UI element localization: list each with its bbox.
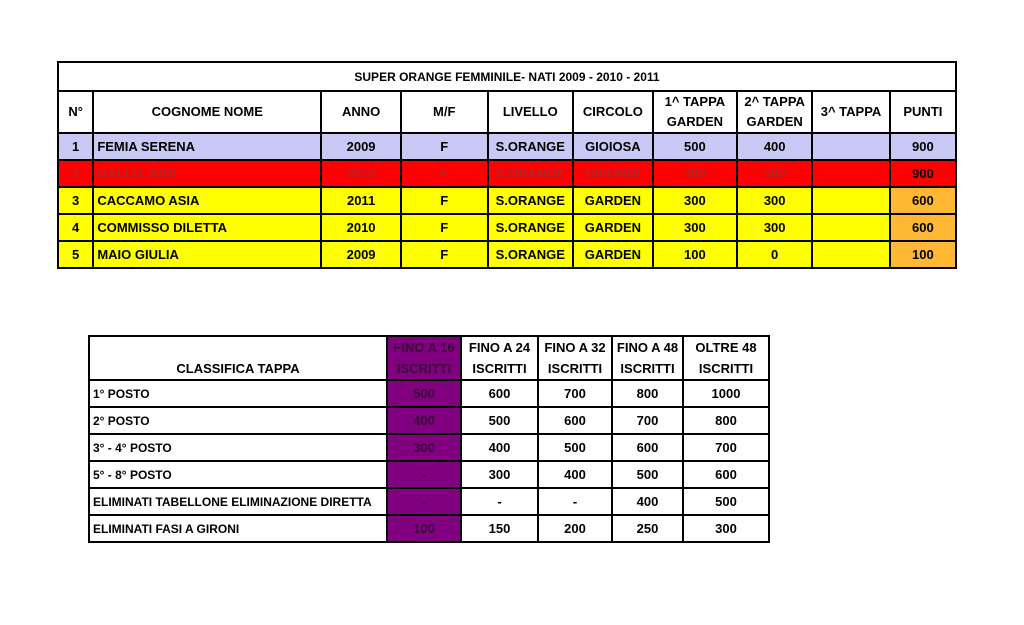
- cell-mf: F: [401, 214, 488, 241]
- cell-mf: F: [401, 187, 488, 214]
- cell-value: 150: [461, 515, 538, 542]
- table-row: [58, 241, 956, 268]
- cell-value: 800: [683, 407, 769, 434]
- cell-tappa-2: 0: [737, 241, 812, 268]
- cell-mf: F: [401, 241, 488, 268]
- cell-value: 500: [612, 461, 683, 488]
- row-label: 2° POSTO: [89, 407, 387, 434]
- cell-value: 600: [612, 434, 683, 461]
- cell-name: COMMISSO DILETTA: [93, 214, 321, 241]
- cell-tappa-2: 500: [737, 160, 812, 187]
- header-anno: ANNO: [321, 91, 401, 133]
- cell-tappa-3: [812, 133, 889, 160]
- cell-tappa-3: [812, 214, 889, 241]
- cell-n: 3: [58, 187, 93, 214]
- cell-value: 700: [538, 380, 612, 407]
- table-row: [89, 488, 769, 515]
- cell-circolo: BIVONGI: [573, 160, 653, 187]
- points-table: [88, 335, 770, 543]
- cell-value: 600: [538, 407, 612, 434]
- cell-n: 5: [58, 241, 93, 268]
- cell-tappa-3: [812, 160, 889, 187]
- cell-value: 300: [387, 434, 461, 461]
- cell-value: 500: [387, 380, 461, 407]
- cell-value: 400: [538, 461, 612, 488]
- header-tappa-1: 1^ TAPPA GARDEN: [653, 91, 737, 133]
- cell-livello: S.ORANGE: [488, 160, 573, 187]
- cell-punti: 100: [890, 241, 956, 268]
- cell-livello: S.ORANGE: [488, 241, 573, 268]
- points-header-row: [89, 336, 769, 380]
- cell-tappa-3: [812, 241, 889, 268]
- cell-name: CACCAMO ASIA: [93, 187, 321, 214]
- cell-value: 1000: [683, 380, 769, 407]
- header-fino-48: FINO A 48 ISCRITTI: [612, 336, 683, 380]
- cell-value: 600: [683, 461, 769, 488]
- row-label: 3° - 4° POSTO: [89, 434, 387, 461]
- cell-tappa-2: 300: [737, 187, 812, 214]
- cell-circolo: GARDEN: [573, 214, 653, 241]
- header-n: N°: [58, 91, 93, 133]
- row-label: 1° POSTO: [89, 380, 387, 407]
- table-row: [89, 407, 769, 434]
- cell-value: -: [387, 488, 461, 515]
- ranking-table: [57, 61, 957, 269]
- cell-value: 700: [683, 434, 769, 461]
- cell-livello: S.ORANGE: [488, 214, 573, 241]
- cell-value: 500: [683, 488, 769, 515]
- table-row: [58, 187, 956, 214]
- table-row: [89, 434, 769, 461]
- cell-n: 2: [58, 160, 93, 187]
- cell-tappa-2: 300: [737, 214, 812, 241]
- table-row: [58, 133, 956, 160]
- header-tappa-3: 3^ TAPPA: [812, 91, 889, 133]
- cell-name: FEMIA SERENA: [93, 133, 321, 160]
- header-mf: M/F: [401, 91, 488, 133]
- cell-value: 500: [538, 434, 612, 461]
- cell-punti: 600: [890, 214, 956, 241]
- cell-value: 400: [612, 488, 683, 515]
- cell-value: -: [387, 461, 461, 488]
- cell-name: GALLO JUDI: [93, 160, 321, 187]
- cell-tappa-1: 400: [653, 160, 737, 187]
- points-title: CLASSIFICA TAPPA: [89, 336, 387, 380]
- cell-anno: 2009: [321, 133, 401, 160]
- cell-value: 800: [612, 380, 683, 407]
- cell-value: 300: [683, 515, 769, 542]
- row-label: ELIMINATI TABELLONE ELIMINAZIONE DIRETTA: [89, 488, 387, 515]
- ranking-header-row: [58, 91, 956, 133]
- header-livello: LIVELLO: [488, 91, 573, 133]
- cell-value: 250: [612, 515, 683, 542]
- cell-value: 500: [461, 407, 538, 434]
- cell-tappa-1: 100: [653, 241, 737, 268]
- cell-tappa-1: 500: [653, 133, 737, 160]
- cell-anno: 2009: [321, 241, 401, 268]
- cell-livello: S.ORANGE: [488, 187, 573, 214]
- cell-circolo: GARDEN: [573, 187, 653, 214]
- cell-name: MAIO GIULIA: [93, 241, 321, 268]
- table-row: [58, 160, 956, 187]
- cell-punti: 600: [890, 187, 956, 214]
- cell-mf: F: [401, 160, 488, 187]
- cell-anno: 2010: [321, 160, 401, 187]
- cell-punti: 900: [890, 133, 956, 160]
- header-circolo: CIRCOLO: [573, 91, 653, 133]
- cell-livello: S.ORANGE: [488, 133, 573, 160]
- table-row: [58, 214, 956, 241]
- header-fino-24: FINO A 24 ISCRITTI: [461, 336, 538, 380]
- cell-anno: 2011: [321, 187, 401, 214]
- cell-value: -: [538, 488, 612, 515]
- cell-anno: 2010: [321, 214, 401, 241]
- header-punti: PUNTI: [890, 91, 956, 133]
- row-label: 5° - 8° POSTO: [89, 461, 387, 488]
- cell-value: -: [461, 488, 538, 515]
- cell-value: 100: [387, 515, 461, 542]
- table-row: [89, 515, 769, 542]
- header-name: COGNOME NOME: [93, 91, 321, 133]
- cell-tappa-3: [812, 187, 889, 214]
- cell-mf: F: [401, 133, 488, 160]
- ranking-title: SUPER ORANGE FEMMINILE- NATI 2009 - 2010 - 2011: [58, 62, 956, 91]
- cell-tappa-1: 300: [653, 187, 737, 214]
- cell-value: 600: [461, 380, 538, 407]
- table-row: [89, 461, 769, 488]
- cell-punti: 900: [890, 160, 956, 187]
- header-oltre-48: OLTRE 48 ISCRITTI: [683, 336, 769, 380]
- cell-value: 400: [461, 434, 538, 461]
- header-fino-16: FINO A 16 ISCRITTI: [387, 336, 461, 380]
- cell-circolo: GARDEN: [573, 241, 653, 268]
- cell-tappa-1: 300: [653, 214, 737, 241]
- header-tappa-2: 2^ TAPPA GARDEN: [737, 91, 812, 133]
- cell-n: 4: [58, 214, 93, 241]
- table-row: [89, 380, 769, 407]
- row-label: ELIMINATI FASI A GIRONI: [89, 515, 387, 542]
- cell-value: 200: [538, 515, 612, 542]
- cell-circolo: GIOIOSA: [573, 133, 653, 160]
- cell-value: 400: [387, 407, 461, 434]
- cell-value: 300: [461, 461, 538, 488]
- cell-value: 700: [612, 407, 683, 434]
- header-fino-32: FINO A 32 ISCRITTI: [538, 336, 612, 380]
- cell-tappa-2: 400: [737, 133, 812, 160]
- cell-n: 1: [58, 133, 93, 160]
